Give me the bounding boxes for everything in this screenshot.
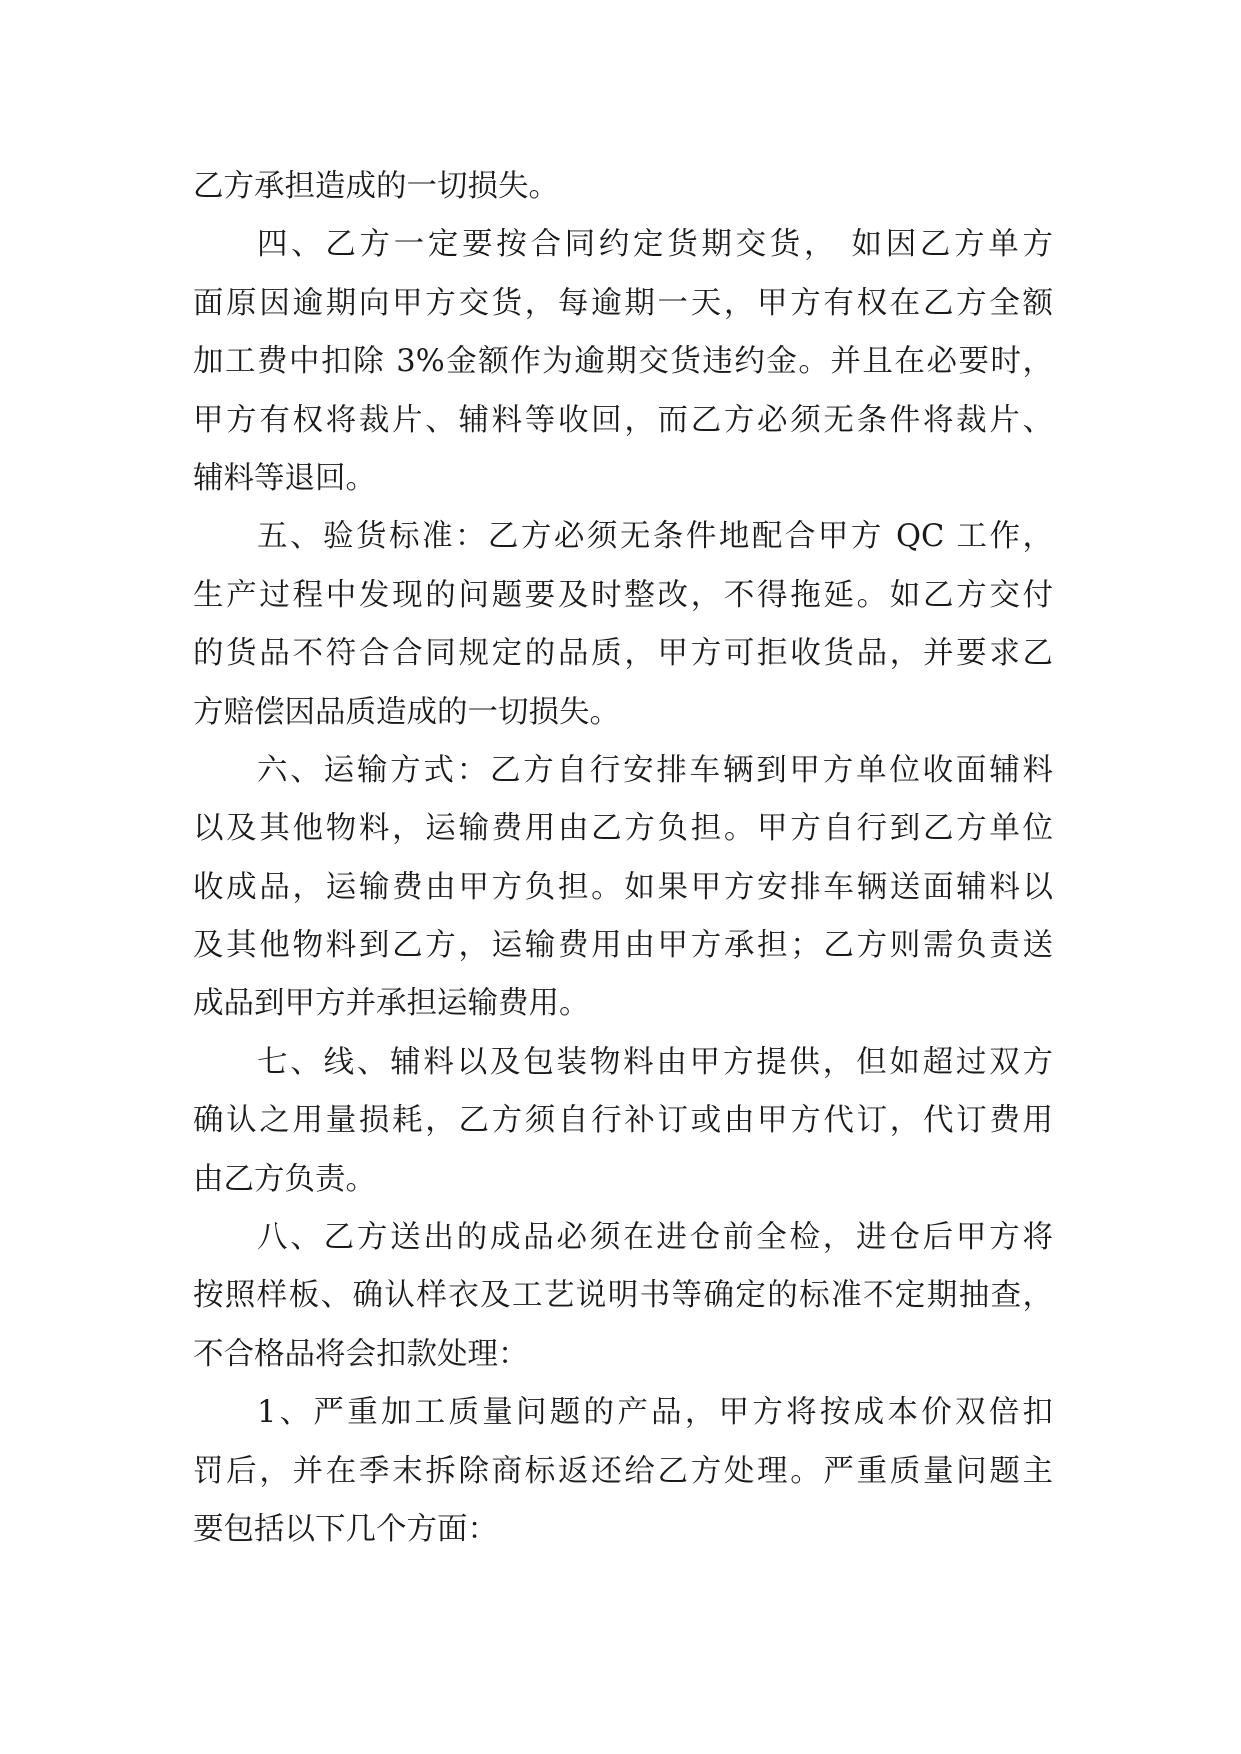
text-line: 不合格品将会扣款处理： (193, 1336, 529, 1372)
text-line: 乙方承担造成的一切损失。 (193, 169, 559, 204)
text-line: 确认之用量损耗，乙方须自行补订或由甲方代订，代订费用 (193, 1103, 1053, 1139)
text-line: 及其他物料到乙方，运输费用由甲方承担；乙方则需负责送 (193, 928, 1053, 964)
text-line: 七、线、辅料以及包装物料由甲方提供，但如超过双方 (257, 1044, 1053, 1080)
text-line: 六、运输方式：乙方自行安排车辆到甲方单位收面辅料 (257, 752, 1053, 788)
text-line: 由乙方负责。 (193, 1161, 376, 1197)
text-line: 八、乙方送出的成品必须在进仓前全检，进仓后甲方将 (257, 1220, 1053, 1256)
text-line: 甲方有权将裁片、辅料等收回，而乙方必须无条件将裁片、 (193, 402, 1053, 438)
text-line: 方赔偿因品质造成的一切损失。 (193, 694, 620, 730)
text-line: 1、严重加工质量问题的产品，甲方将按成本价双倍扣 (257, 1395, 1053, 1431)
text-line: 罚后，并在季末拆除商标返还给乙方处理。严重质量问题主 (193, 1453, 1053, 1489)
text-line: 成品到甲方并承担运输费用。 (193, 986, 590, 1022)
text-line: 辅料等退回。 (193, 460, 376, 496)
text-line: 要包括以下几个方面： (193, 1511, 498, 1547)
text-line: 四、乙方一定要按合同约定货期交货， 如因乙方单方 (257, 227, 1053, 263)
contract-body-text (193, 158, 1053, 1559)
text-line: 按照样板、确认样衣及工艺说明书等确定的标准不定期抽查， (193, 1278, 1053, 1314)
text-line: 面原因逾期向甲方交货，每逾期一天，甲方有权在乙方全额 (193, 285, 1053, 321)
text-line: 以及其他物料，运输费用由乙方负担。甲方自行到乙方单位 (193, 811, 1053, 847)
text-line: 收成品，运输费由甲方负担。如果甲方安排车辆送面辅料以 (193, 869, 1053, 905)
text-line: 五、验货标准：乙方必须无条件地配合甲方 QC 工作， (257, 519, 1053, 555)
text-line: 生产过程中发现的问题要及时整改，不得拖延。如乙方交付 (193, 577, 1053, 613)
text-line: 的货品不符合合同规定的品质，甲方可拒收货品，并要求乙 (193, 636, 1053, 672)
text-line: 加工费中扣除 3%金额作为逾期交货违约金。并且在必要时， (193, 344, 1053, 380)
